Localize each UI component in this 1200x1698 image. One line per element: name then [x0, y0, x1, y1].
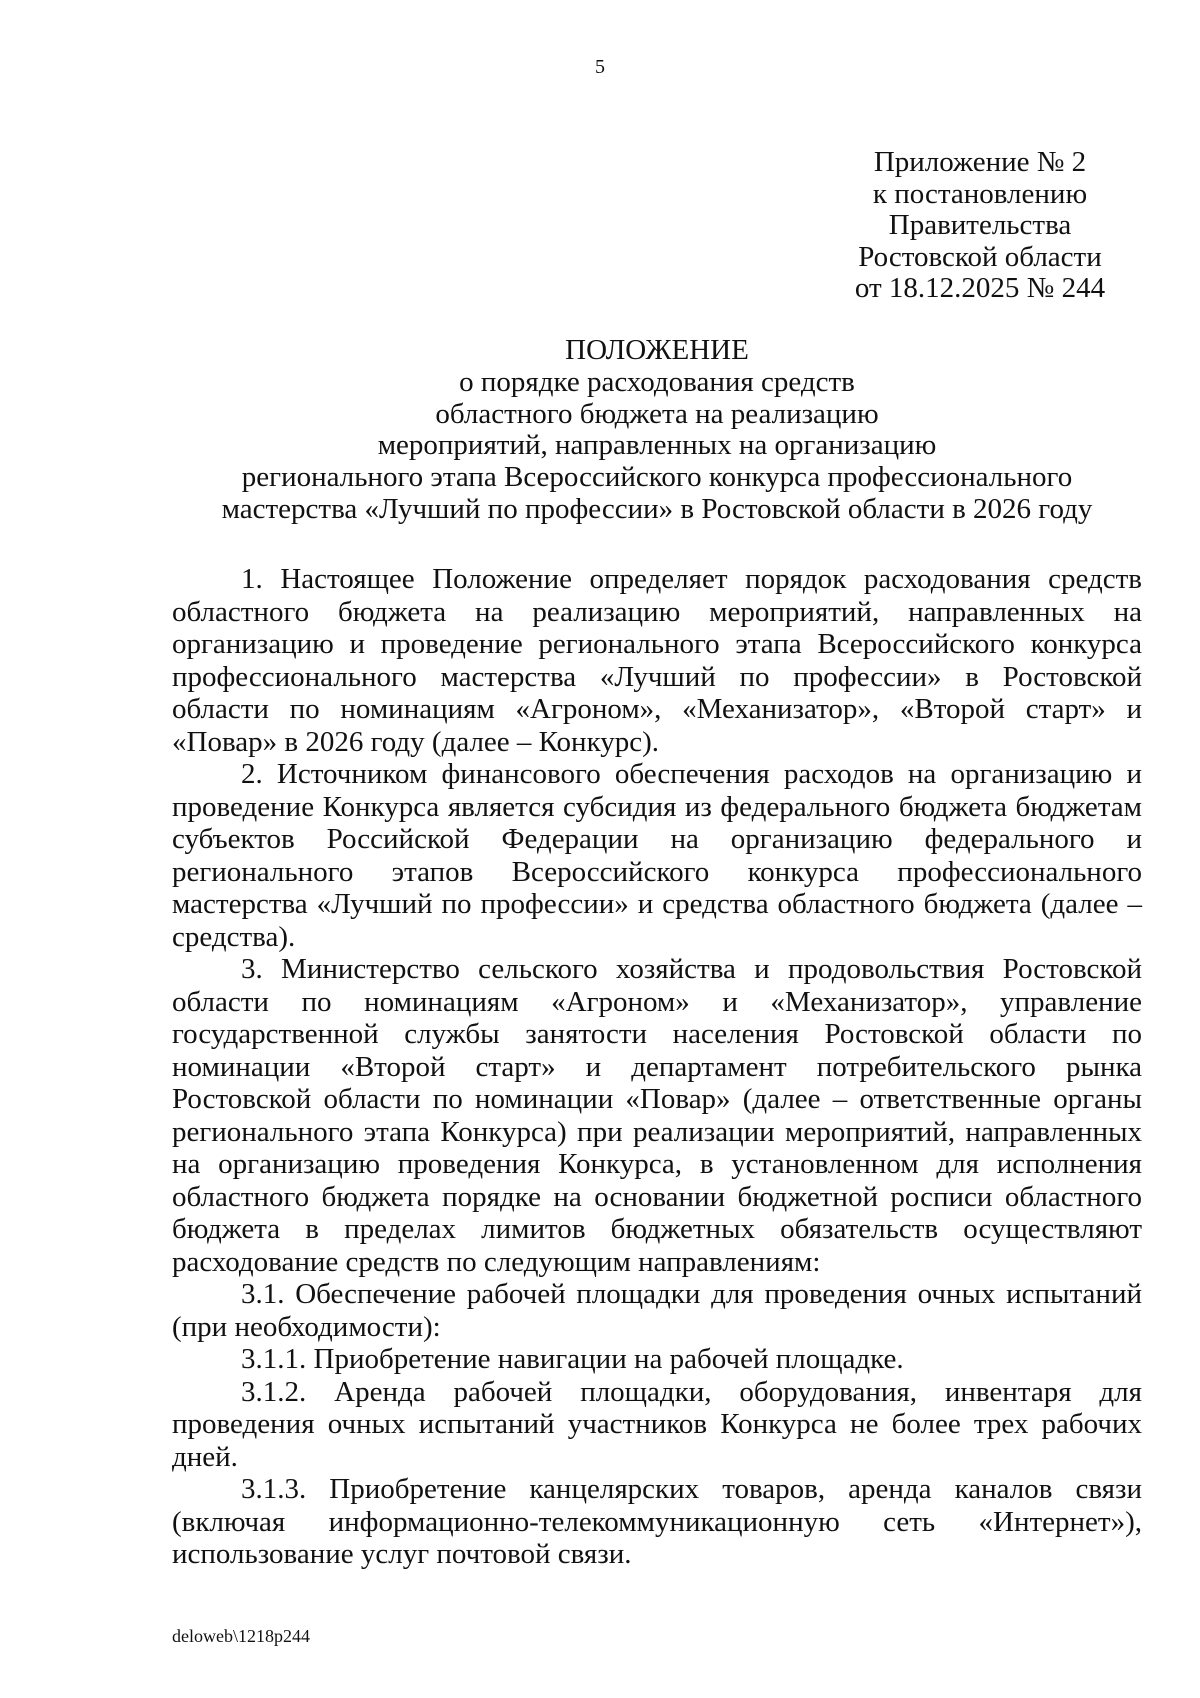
document-title: [172, 335, 1142, 526]
appendix-line: Ростовской области: [858, 240, 1102, 273]
appendix-line: Правительства: [888, 209, 1072, 241]
paragraph-1: 1. Настоящее Положение определяет порядок расходования средств областного бюджета на реализацию мероприятий, направленных на организацию и проведение регионального этапа Всероссийского конкурса профессионального мастерства «Лучший по профессии» в Ростовской области по номинациям «Агроном», «Механизатор», «Второй старт» и «Повар» в 2026 году (далее – Конкурс).: [172, 563, 1142, 758]
title-heading: ПОЛОЖЕНИЕ: [565, 334, 749, 366]
paragraph-3: 3. Министерство сельского хозяйства и продовольствия Ростовской области по номинациям «Агроном» и «Механизатор», управление государственной службы занятости населения Ростовской области по номинации «Второй старт» и департамент потребительского рынка Ростовской области по номинации «Повар» (далее – ответственные органы регионального этапа Конкурса) при реализации мероприятий, направленных на организацию проведения Конкурса, в установленном для исполнения областного бюджета порядке на основании бюджетной росписи областного бюджета в пределах лимитов бюджетных обязательств осуществляют расходование средств по следующим направлениям:: [172, 953, 1142, 1278]
title-line: мероприятий, направленных на организацию: [377, 429, 937, 462]
title-line: областного бюджета на реализацию: [435, 397, 879, 430]
appendix-line: к постановлению: [872, 177, 1088, 210]
title-line: регионального этапа Всероссийского конкурса профессионального: [241, 461, 1073, 494]
appendix-line: от 18.12.2025 № 244: [854, 272, 1106, 304]
document-body: [172, 563, 1142, 1571]
title-line: о порядке расходования средств: [459, 365, 855, 398]
page-number: 5: [595, 56, 605, 78]
footer-file-reference: deloweb\1218p244: [172, 1626, 310, 1646]
paragraph-3-1-2: 3.1.2. Аренда рабочей площадки, оборудования, инвентаря для проведения очных испытаний участников Конкурса не более трех рабочих дней.: [172, 1375, 1142, 1473]
paragraph-2: 2. Источником финансового обеспечения расходов на организацию и проведение Конкурса является субсидия из федерального бюджета бюджетам субъектов Российской Федерации на организацию федерального и регионального этапов Всероссийского конкурса профессионального мастерства «Лучший по профессии» и средства областного бюджета (далее – средства).: [172, 758, 1142, 953]
paragraph-3-1-1: 3.1.1. Приобретение навигации на рабочей площадке.: [241, 1343, 904, 1375]
paragraph-3-1-3: 3.1.3. Приобретение канцелярских товаров, аренда каналов связи (включая информационно-телекоммуникационную сеть «Интернет»), использование услуг почтовой связи.: [172, 1473, 1142, 1570]
appendix-line: Приложение № 2: [873, 146, 1087, 178]
title-line: мастерства «Лучший по профессии» в Ростовской области в 2026 году: [221, 492, 1093, 525]
appendix-block: [845, 147, 1115, 305]
paragraph-3-1: 3.1. Обеспечение рабочей площадки для проведения очных испытаний (при необходимости):: [172, 1278, 1142, 1343]
